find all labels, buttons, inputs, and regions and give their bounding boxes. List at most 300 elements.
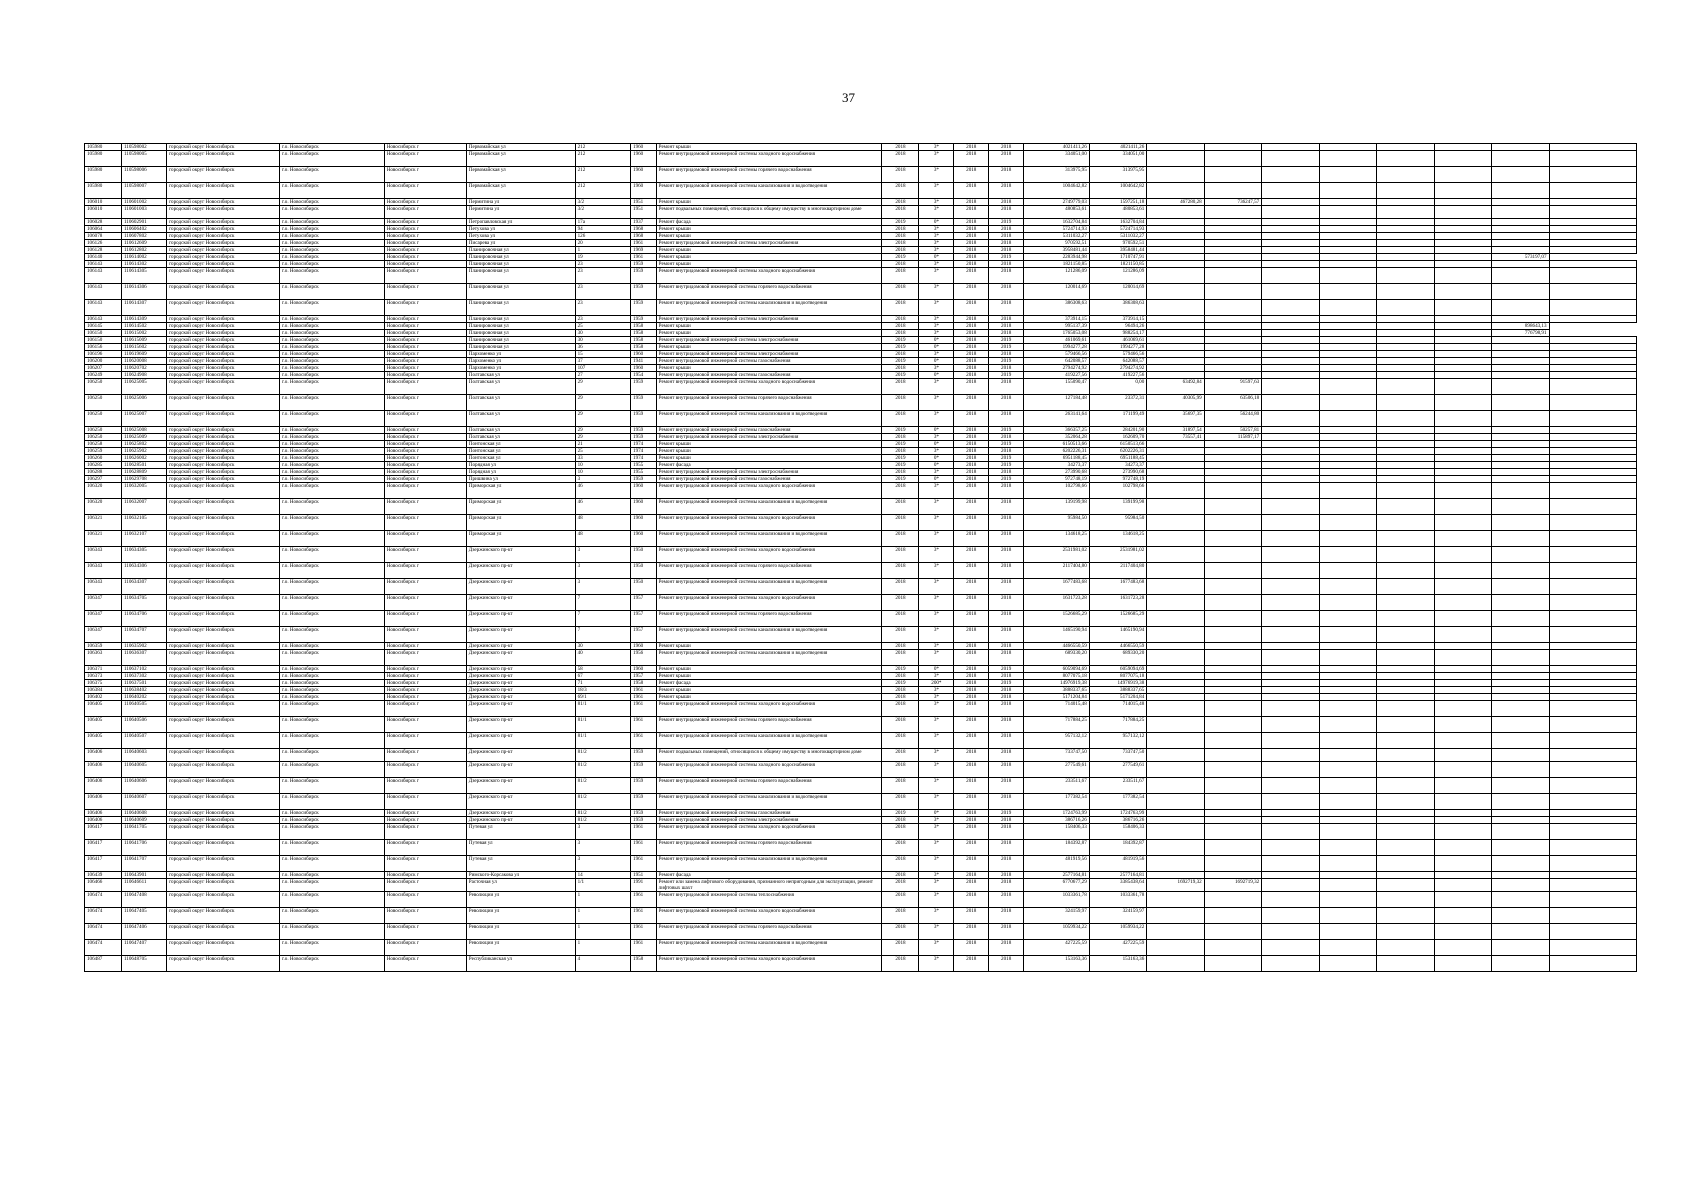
table-cell: 1 [575, 247, 630, 254]
table-cell: Ремонт крыши [656, 365, 882, 372]
table-cell [1492, 358, 1549, 365]
table-cell: Ремонт крыши [656, 261, 882, 268]
table-cell: 110635902 [121, 643, 166, 650]
table-cell: 110640505 [121, 701, 166, 717]
table-cell: 1960 [631, 144, 657, 151]
table-cell [1549, 611, 1636, 627]
table-row [85, 717, 1637, 733]
table-cell: 2018 [882, 240, 919, 247]
table-cell: г.о. Новосибирск [280, 233, 385, 240]
table-cell: 1821150,85 [1024, 261, 1090, 268]
table-cell [1204, 611, 1261, 627]
table-cell: 1950 [631, 563, 657, 579]
table-cell: 23 [575, 300, 630, 316]
table-cell: 2018 [882, 879, 919, 892]
table-cell: Дзержинского пр-кт [466, 762, 575, 778]
table-cell: 3* [919, 351, 954, 358]
table-cell: 14976919,38 [1024, 680, 1090, 687]
table-cell: 121286,09 [1089, 268, 1146, 284]
table-cell: 81/2 [575, 817, 630, 824]
table-cell [1549, 144, 1636, 151]
table-cell: Ремонт внутридомовой инженерной системы газоснабжения [656, 476, 882, 483]
table-cell [1492, 344, 1549, 351]
table-cell: Дзержинского пр-кт [466, 817, 575, 824]
table-cell: Новосибирск г [384, 365, 466, 372]
table-cell: 35697,35 [1147, 411, 1204, 427]
table-cell: 1959 [631, 794, 657, 810]
table-cell: 1960 [631, 183, 657, 199]
table-cell: 134618,25 [1089, 531, 1146, 547]
table-cell: Пархоменко ул [466, 365, 575, 372]
table-cell: 3* [919, 940, 954, 956]
table-cell: 2019 [882, 476, 919, 483]
table-row [85, 240, 1637, 247]
table-cell: 461069,61 [1089, 337, 1146, 344]
table-cell: 1951 [631, 872, 657, 879]
table-cell: Ремонт крыши [656, 233, 882, 240]
table-row [85, 673, 1637, 680]
table-cell: городской округ Новосибирск [167, 330, 280, 337]
table-cell [1319, 579, 1376, 595]
table-cell [1549, 233, 1636, 240]
table-cell [1147, 337, 1204, 344]
table-cell [1262, 476, 1319, 483]
table-cell: 106405 [85, 701, 122, 717]
table-cell [1377, 268, 1434, 284]
table-cell [1377, 365, 1434, 372]
table-cell: 29 [575, 434, 630, 441]
table-cell [1434, 268, 1491, 284]
table-cell: 2018 [989, 531, 1024, 547]
table-cell [1377, 762, 1434, 778]
table-cell [1262, 956, 1319, 972]
table-cell: 334051,00 [1024, 151, 1090, 167]
table-cell: 106343 [85, 563, 122, 579]
table-cell: 1960 [631, 515, 657, 531]
table-cell: 995137,39 [1024, 323, 1090, 330]
table-cell [1377, 219, 1434, 226]
table-cell: городской округ Новосибирск [167, 199, 280, 206]
table-cell: 212 [575, 151, 630, 167]
table-cell: Новосибирск г [384, 441, 466, 448]
table-cell: 4466550,59 [1024, 643, 1090, 650]
table-cell [1204, 372, 1261, 379]
table-cell: 158406,33 [1089, 824, 1146, 840]
table-row [85, 956, 1637, 972]
table-cell: г.о. Новосибирск [280, 643, 385, 650]
table-cell: Новосибирск г [384, 547, 466, 563]
table-cell [1549, 908, 1636, 924]
table-cell [1434, 247, 1491, 254]
table-cell [1492, 226, 1549, 233]
table-cell: 2018 [954, 908, 989, 924]
table-cell: Ремонт крыши [656, 199, 882, 206]
table-cell: 2018 [989, 872, 1024, 879]
table-cell [1434, 226, 1491, 233]
table-cell: 1968 [631, 226, 657, 233]
table-cell [1204, 365, 1261, 372]
table-cell: 3* [919, 595, 954, 611]
table-cell: 3* [919, 673, 954, 680]
table-cell [1204, 687, 1261, 694]
table-cell: 3/2 [575, 199, 630, 206]
table-cell [1262, 673, 1319, 680]
table-cell: 2117404,80 [1089, 563, 1146, 579]
table-cell: 2018 [882, 233, 919, 240]
table-cell: 110615009 [121, 337, 166, 344]
table-cell: 714015,48 [1089, 701, 1146, 717]
table-cell [1492, 372, 1549, 379]
table-cell: г.о. Новосибирск [280, 240, 385, 247]
table-cell [1434, 337, 1491, 344]
table-cell [1434, 673, 1491, 680]
table-cell [1377, 261, 1434, 268]
table-cell: 106384 [85, 687, 122, 694]
table-cell: 106320 [85, 499, 122, 515]
table-cell [1319, 476, 1376, 483]
table-cell: г.о. Новосибирск [280, 330, 385, 337]
table-cell: Новосибирск г [384, 344, 466, 351]
table-cell: 102798,66 [1024, 483, 1090, 499]
table-cell [1377, 666, 1434, 673]
table-cell: 642088,57 [1089, 358, 1146, 365]
table-cell [1319, 247, 1376, 254]
table-cell [1434, 483, 1491, 499]
table-cell [1147, 455, 1204, 462]
table-row [85, 778, 1637, 794]
table-cell [1262, 643, 1319, 650]
table-cell: Ремонт крыши [656, 666, 882, 673]
table-cell [1492, 666, 1549, 673]
table-cell: Новосибирск г [384, 254, 466, 261]
table-cell: Ремонт крыши [656, 323, 882, 330]
table-cell [1434, 379, 1491, 395]
table-cell: Новосибирск г [384, 462, 466, 469]
table-row [85, 448, 1637, 455]
table-cell: 2018 [989, 547, 1024, 563]
table-cell: 25 [575, 448, 630, 455]
table-cell [1377, 627, 1434, 643]
table-cell [1147, 627, 1204, 643]
table-cell [1492, 515, 1549, 531]
table-cell: 0* [919, 462, 954, 469]
table-cell: городской округ Новосибирск [167, 233, 280, 240]
table-cell: 19 [575, 254, 630, 261]
table-cell: 3* [919, 395, 954, 411]
table-cell [1147, 300, 1204, 316]
table-cell [1377, 323, 1434, 330]
table-cell: Ремонт крыши [656, 455, 882, 462]
table-cell: Планировочная ул [466, 268, 575, 284]
table-cell [1549, 455, 1636, 462]
table-cell: 366357,25 [1024, 427, 1090, 434]
table-row [85, 330, 1637, 337]
table-cell: 1959 [631, 427, 657, 434]
table-cell: Новосибирск г [384, 778, 466, 794]
table-cell: 284201,90 [1089, 427, 1146, 434]
table-row [85, 879, 1637, 892]
table-cell: 1961 [631, 240, 657, 247]
table-row [85, 372, 1637, 379]
table-cell [1262, 379, 1319, 395]
table-cell: 177382,54 [1024, 794, 1090, 810]
table-cell: г.о. Новосибирск [280, 627, 385, 643]
table-row [85, 547, 1637, 563]
table-cell [1434, 872, 1491, 879]
table-cell: 2018 [989, 379, 1024, 395]
table-cell [1377, 151, 1434, 167]
table-cell: 110634306 [121, 563, 166, 579]
table-cell: 373914,15 [1089, 316, 1146, 323]
table-cell: 106143 [85, 284, 122, 300]
table-row [85, 441, 1637, 448]
table-cell: 2018 [954, 749, 989, 762]
table-cell [1147, 330, 1204, 337]
table-cell: 2117404,80 [1024, 563, 1090, 579]
table-cell: 2019 [989, 441, 1024, 448]
table-cell: городской округ Новосибирск [167, 344, 280, 351]
table-cell: городской округ Новосибирск [167, 680, 280, 687]
table-cell [1492, 595, 1549, 611]
table-cell: 2018 [882, 268, 919, 284]
table-cell: 106321 [85, 515, 122, 531]
table-cell [1319, 240, 1376, 247]
table-cell: 2018 [989, 673, 1024, 680]
table-cell: 3* [919, 323, 954, 330]
table-cell [1319, 856, 1376, 872]
table-cell [1262, 206, 1319, 219]
table-cell [1549, 441, 1636, 448]
table-cell: 106466 [85, 879, 122, 892]
table-cell [1377, 427, 1434, 434]
table-cell: г.о. Новосибирск [280, 427, 385, 434]
table-cell [1204, 595, 1261, 611]
table-cell: городской округ Новосибирск [167, 151, 280, 167]
table-cell: 2018 [882, 595, 919, 611]
table-cell: Планировочная ул [466, 284, 575, 300]
table-cell: 3385438,64 [1089, 879, 1146, 892]
table-cell [1204, 323, 1261, 330]
table-cell: 106320 [85, 483, 122, 499]
table-cell [1147, 365, 1204, 372]
table-cell [1434, 547, 1491, 563]
table-cell [1434, 499, 1491, 515]
table-row [85, 183, 1637, 199]
table-cell: Ремонт внутридомовой инженерной системы канализования и водоотведения [656, 627, 882, 643]
table-cell: 30 [575, 643, 630, 650]
table-cell: городской округ Новосибирск [167, 879, 280, 892]
table-cell: 467280,28 [1147, 199, 1204, 206]
table-cell: г.о. Новосибирск [280, 199, 385, 206]
table-cell [1262, 627, 1319, 643]
table-cell: 3 [575, 579, 630, 595]
table-cell: 110625008 [121, 427, 166, 434]
table-cell: 419227,56 [1024, 372, 1090, 379]
table-cell: 110614309 [121, 316, 166, 323]
table-cell: 1954 [631, 372, 657, 379]
table-cell [1204, 233, 1261, 240]
table-cell: 2018 [989, 749, 1024, 762]
table-cell [1262, 794, 1319, 810]
table-cell: 110640609 [121, 817, 166, 824]
table-cell: 2018 [954, 316, 989, 323]
table-cell [1204, 810, 1261, 817]
table-cell: 2018 [954, 240, 989, 247]
table-cell: 23 [575, 284, 630, 300]
table-cell: Ремонт крыши [656, 441, 882, 448]
table-row [85, 219, 1637, 226]
table-cell: 1/1 [575, 879, 630, 892]
table-cell: 2018 [989, 233, 1024, 240]
table-cell: 1969 [631, 247, 657, 254]
table-cell: городской округ Новосибирск [167, 395, 280, 411]
table-cell: 106347 [85, 595, 122, 611]
table-row [85, 643, 1637, 650]
table-cell [1319, 167, 1376, 183]
table-cell: 2018 [882, 183, 919, 199]
table-cell: 3* [919, 817, 954, 824]
table-cell [1204, 579, 1261, 595]
table-cell: Дзержинского пр-кт [466, 680, 575, 687]
table-cell: 5724714,93 [1089, 226, 1146, 233]
table-cell [1204, 563, 1261, 579]
table-cell: 56244,80 [1204, 411, 1261, 427]
table-cell: 1959 [631, 411, 657, 427]
table-cell: 1994277,28 [1089, 344, 1146, 351]
table-cell [1262, 749, 1319, 762]
table-cell [1262, 778, 1319, 794]
table-cell: 2018 [882, 199, 919, 206]
table-row [85, 337, 1637, 344]
table-cell: 2018 [989, 469, 1024, 476]
table-cell: 139199,98 [1089, 499, 1146, 515]
table-cell: 2019 [989, 455, 1024, 462]
table-cell: 2019 [882, 462, 919, 469]
table-cell: Путевая ул [466, 824, 575, 840]
table-cell: 2018 [989, 817, 1024, 824]
table-cell [1204, 762, 1261, 778]
table-cell: городской округ Новосибирск [167, 462, 280, 469]
table-cell [1549, 956, 1636, 972]
table-cell: 50257,81 [1204, 427, 1261, 434]
table-cell [1262, 441, 1319, 448]
table-cell: 2018 [954, 840, 989, 856]
table-cell [1204, 284, 1261, 300]
table-cell: 2018 [989, 694, 1024, 701]
table-cell: 1958 [631, 956, 657, 972]
table-cell [1319, 379, 1376, 395]
table-cell: 2018 [954, 254, 989, 261]
table-cell [1262, 268, 1319, 284]
table-cell: 2018 [954, 219, 989, 226]
table-cell [1147, 824, 1204, 840]
table-cell [1549, 499, 1636, 515]
table-cell: 110634307 [121, 579, 166, 595]
table-cell: 2018 [882, 379, 919, 395]
table-cell: 110625009 [121, 434, 166, 441]
table-body [85, 144, 1637, 972]
table-cell [1377, 411, 1434, 427]
table-cell: 110647405 [121, 908, 166, 924]
table-cell: 1974 [631, 448, 657, 455]
table-cell: 4021411,26 [1024, 144, 1090, 151]
table-cell [1377, 515, 1434, 531]
table-cell: г.о. Новосибирск [280, 151, 385, 167]
table-cell [1434, 595, 1491, 611]
table-cell [1549, 924, 1636, 940]
table-cell: Новосибирск г [384, 794, 466, 810]
table-cell: 110632007 [121, 499, 166, 515]
table-cell: Ремонт внутридомовой инженерной системы газоснабжения [656, 372, 882, 379]
table-cell [1549, 879, 1636, 892]
table-cell: 15 [575, 351, 630, 358]
table-cell [1262, 199, 1319, 206]
table-cell: 3* [919, 206, 954, 219]
table-cell: Пермитина ул [466, 206, 575, 219]
table-cell [1147, 323, 1204, 330]
table-row [85, 427, 1637, 434]
table-cell [1549, 427, 1636, 434]
table-cell [1319, 261, 1376, 268]
table-cell: Ремонт крыши [656, 144, 882, 151]
table-cell: Дзержинского пр-кт [466, 595, 575, 611]
table-row [85, 579, 1637, 595]
table-cell: 96494,26 [1089, 323, 1146, 330]
table-cell: 2018 [882, 547, 919, 563]
table-cell: Новосибирск г [384, 219, 466, 226]
table-cell: 1974 [631, 441, 657, 448]
table-cell: Новосибирск г [384, 694, 466, 701]
table-cell: Новосибирск г [384, 856, 466, 872]
table-cell [1319, 762, 1376, 778]
table-cell [1377, 794, 1434, 810]
table-cell [1377, 455, 1434, 462]
table-cell [1549, 547, 1636, 563]
table-row [85, 733, 1637, 749]
table-cell: городской округ Новосибирск [167, 701, 280, 717]
table-cell: 184392,87 [1089, 840, 1146, 856]
table-cell: городской округ Новосибирск [167, 219, 280, 226]
table-cell [1434, 233, 1491, 240]
table-cell: Новосибирск г [384, 379, 466, 395]
table-cell: г.о. Новосибирск [280, 261, 385, 268]
table-cell [1204, 167, 1261, 183]
table-cell: Новосибирск г [384, 411, 466, 427]
table-cell: 2018 [954, 515, 989, 531]
table-cell [1434, 892, 1491, 908]
table-cell [1434, 749, 1491, 762]
table-cell: Планировочная ул [466, 247, 575, 254]
table-cell: 2018 [882, 151, 919, 167]
table-cell: Новосибирск г [384, 595, 466, 611]
table-cell: 120014,69 [1089, 284, 1146, 300]
table-cell: г.о. Новосибирск [280, 515, 385, 531]
table-cell: 2018 [882, 687, 919, 694]
table-cell [1262, 358, 1319, 365]
table-cell: 106343 [85, 547, 122, 563]
table-cell [1549, 337, 1636, 344]
table-cell: Ремонт внутридомовой инженерной системы электроснабжения [656, 469, 882, 476]
table-cell: 5311032,27 [1089, 233, 1146, 240]
table-cell: 3* [919, 226, 954, 233]
table-cell [1434, 462, 1491, 469]
table-cell: 2018 [954, 151, 989, 167]
table-cell: 1959 [631, 300, 657, 316]
table-cell: Новосибирск г [384, 515, 466, 531]
table-cell: 2018 [989, 151, 1024, 167]
table-cell [1377, 650, 1434, 666]
table-cell: 3* [919, 611, 954, 627]
